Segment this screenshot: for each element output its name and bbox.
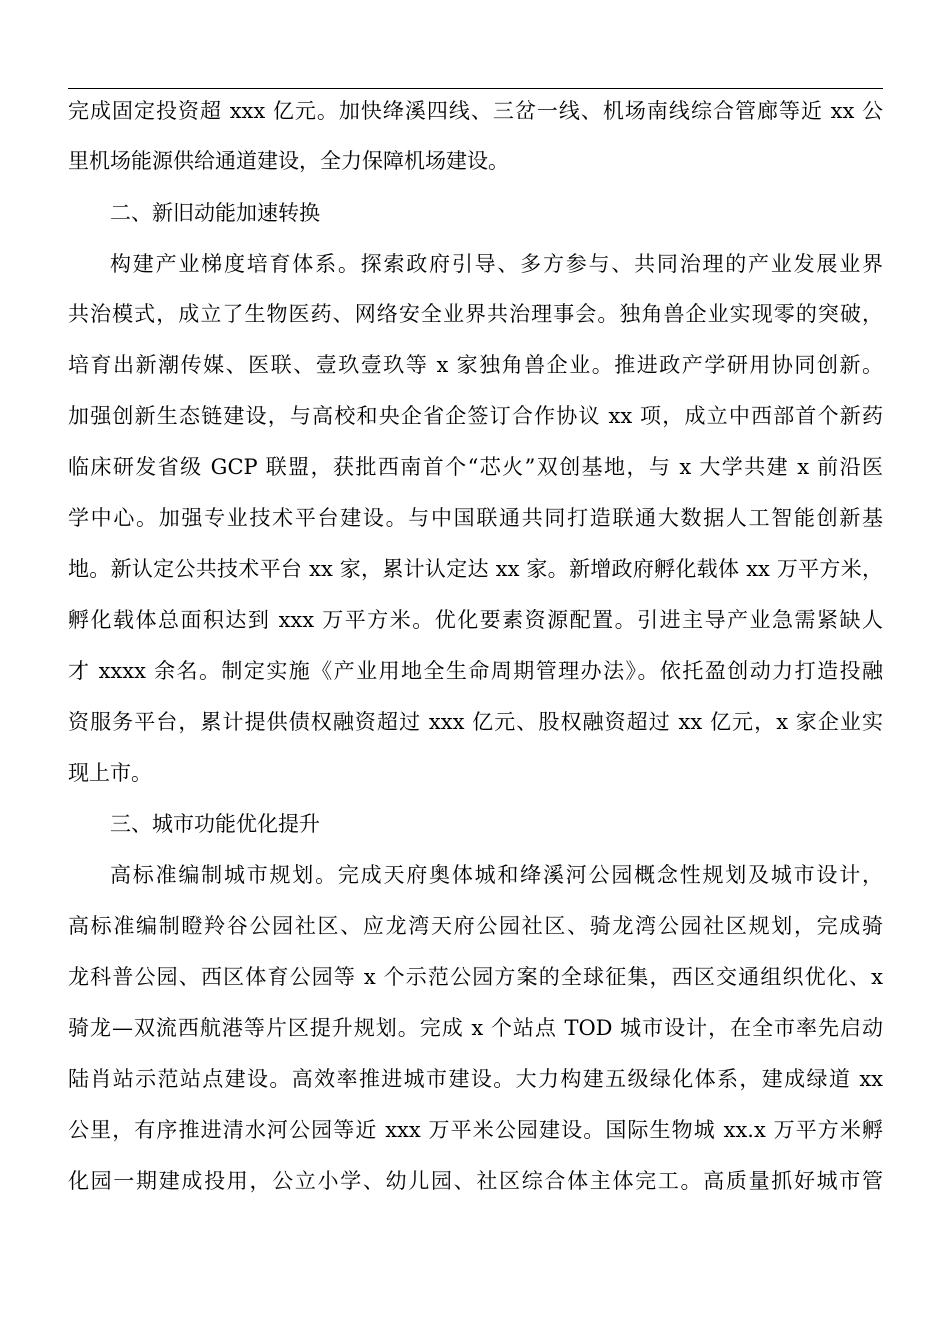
text-line: 化园一期建成投用，公立小学、幼儿园、社区综合体主体完工。高质量抓好城市管 xyxy=(68,1169,883,1193)
text-line: 高标准编制城市规划。完成天府奥体城和绛溪河公园概念性规划及城市设计， xyxy=(110,863,883,887)
text-line: 完成固定投资超 xxx 亿元。加快绛溪四线、三岔一线、机场南线综合管廊等近 xx 公 xyxy=(68,99,883,123)
text-line: 高标准编制瞪羚谷公园社区、应龙湾天府公园社区、骑龙湾公园社区规划，完成骑 xyxy=(68,914,883,938)
section-heading: 二、新旧动能加速转换 xyxy=(110,201,320,225)
text-line: 加强创新生态链建设，与高校和央企省企签订合作协议 xx 项，成立中西部首个新药 xyxy=(68,404,883,428)
text-line: 里机场能源供给通道建设，全力保障机场建设。 xyxy=(68,149,509,173)
text-line: 公里，有序推进清水河公园等近 xxx 万平米公园建设。国际生物城 xx.x 万平方米孵 xyxy=(68,1118,883,1142)
text-line: 培育出新潮传媒、医联、壹玖壹玖等 x 家独角兽企业。推进政产学研用协同创新。 xyxy=(68,353,883,377)
text-line: 临床研发省级 GCP 联盟，获批西南首个“芯火”双创基地，与 x 大学共建 x 前沿医 xyxy=(68,455,883,479)
text-line: 才 xxxx 余名。制定实施《产业用地全生命周期管理办法》。依托盈创动力打造投融 xyxy=(68,659,883,683)
text-line: 地。新认定公共技术平台 xx 家，累计认定达 xx 家。新增政府孵化载体 xx 万平方米， xyxy=(68,557,883,581)
text-line: 陆肖站示范站点建设。高效率推进城市建设。大力构建五级绿化体系，建成绿道 xx xyxy=(68,1067,883,1091)
text-line: 孵化载体总面积达到 xxx 万平方米。优化要素资源配置。引进主导产业急需紧缺人 xyxy=(68,608,883,632)
section-heading: 三、城市功能优化提升 xyxy=(110,812,320,836)
text-line: 龙科普公园、西区体育公园等 x 个示范公园方案的全球征集，西区交通组织优化、x xyxy=(68,965,883,989)
text-line: 学中心。加强专业技术平台建设。与中国联通共同打造联通大数据人工智能创新基 xyxy=(68,506,883,530)
text-line: 现上市。 xyxy=(68,761,152,785)
text-line: 构建产业梯度培育体系。探索政府引导、多方参与、共同治理的产业发展业界 xyxy=(110,252,883,276)
text-line: 共治模式，成立了生物医药、网络安全业界共治理事会。独角兽企业实现零的突破， xyxy=(68,302,883,326)
text-line: 骑龙—双流西航港等片区提升规划。完成 x 个站点 TOD 城市设计，在全市率先启动 xyxy=(68,1016,883,1040)
header-rule xyxy=(68,88,883,89)
text-line: 资服务平台，累计提供债权融资超过 xxx 亿元、股权融资超过 xx 亿元，x 家企业实 xyxy=(68,710,883,734)
